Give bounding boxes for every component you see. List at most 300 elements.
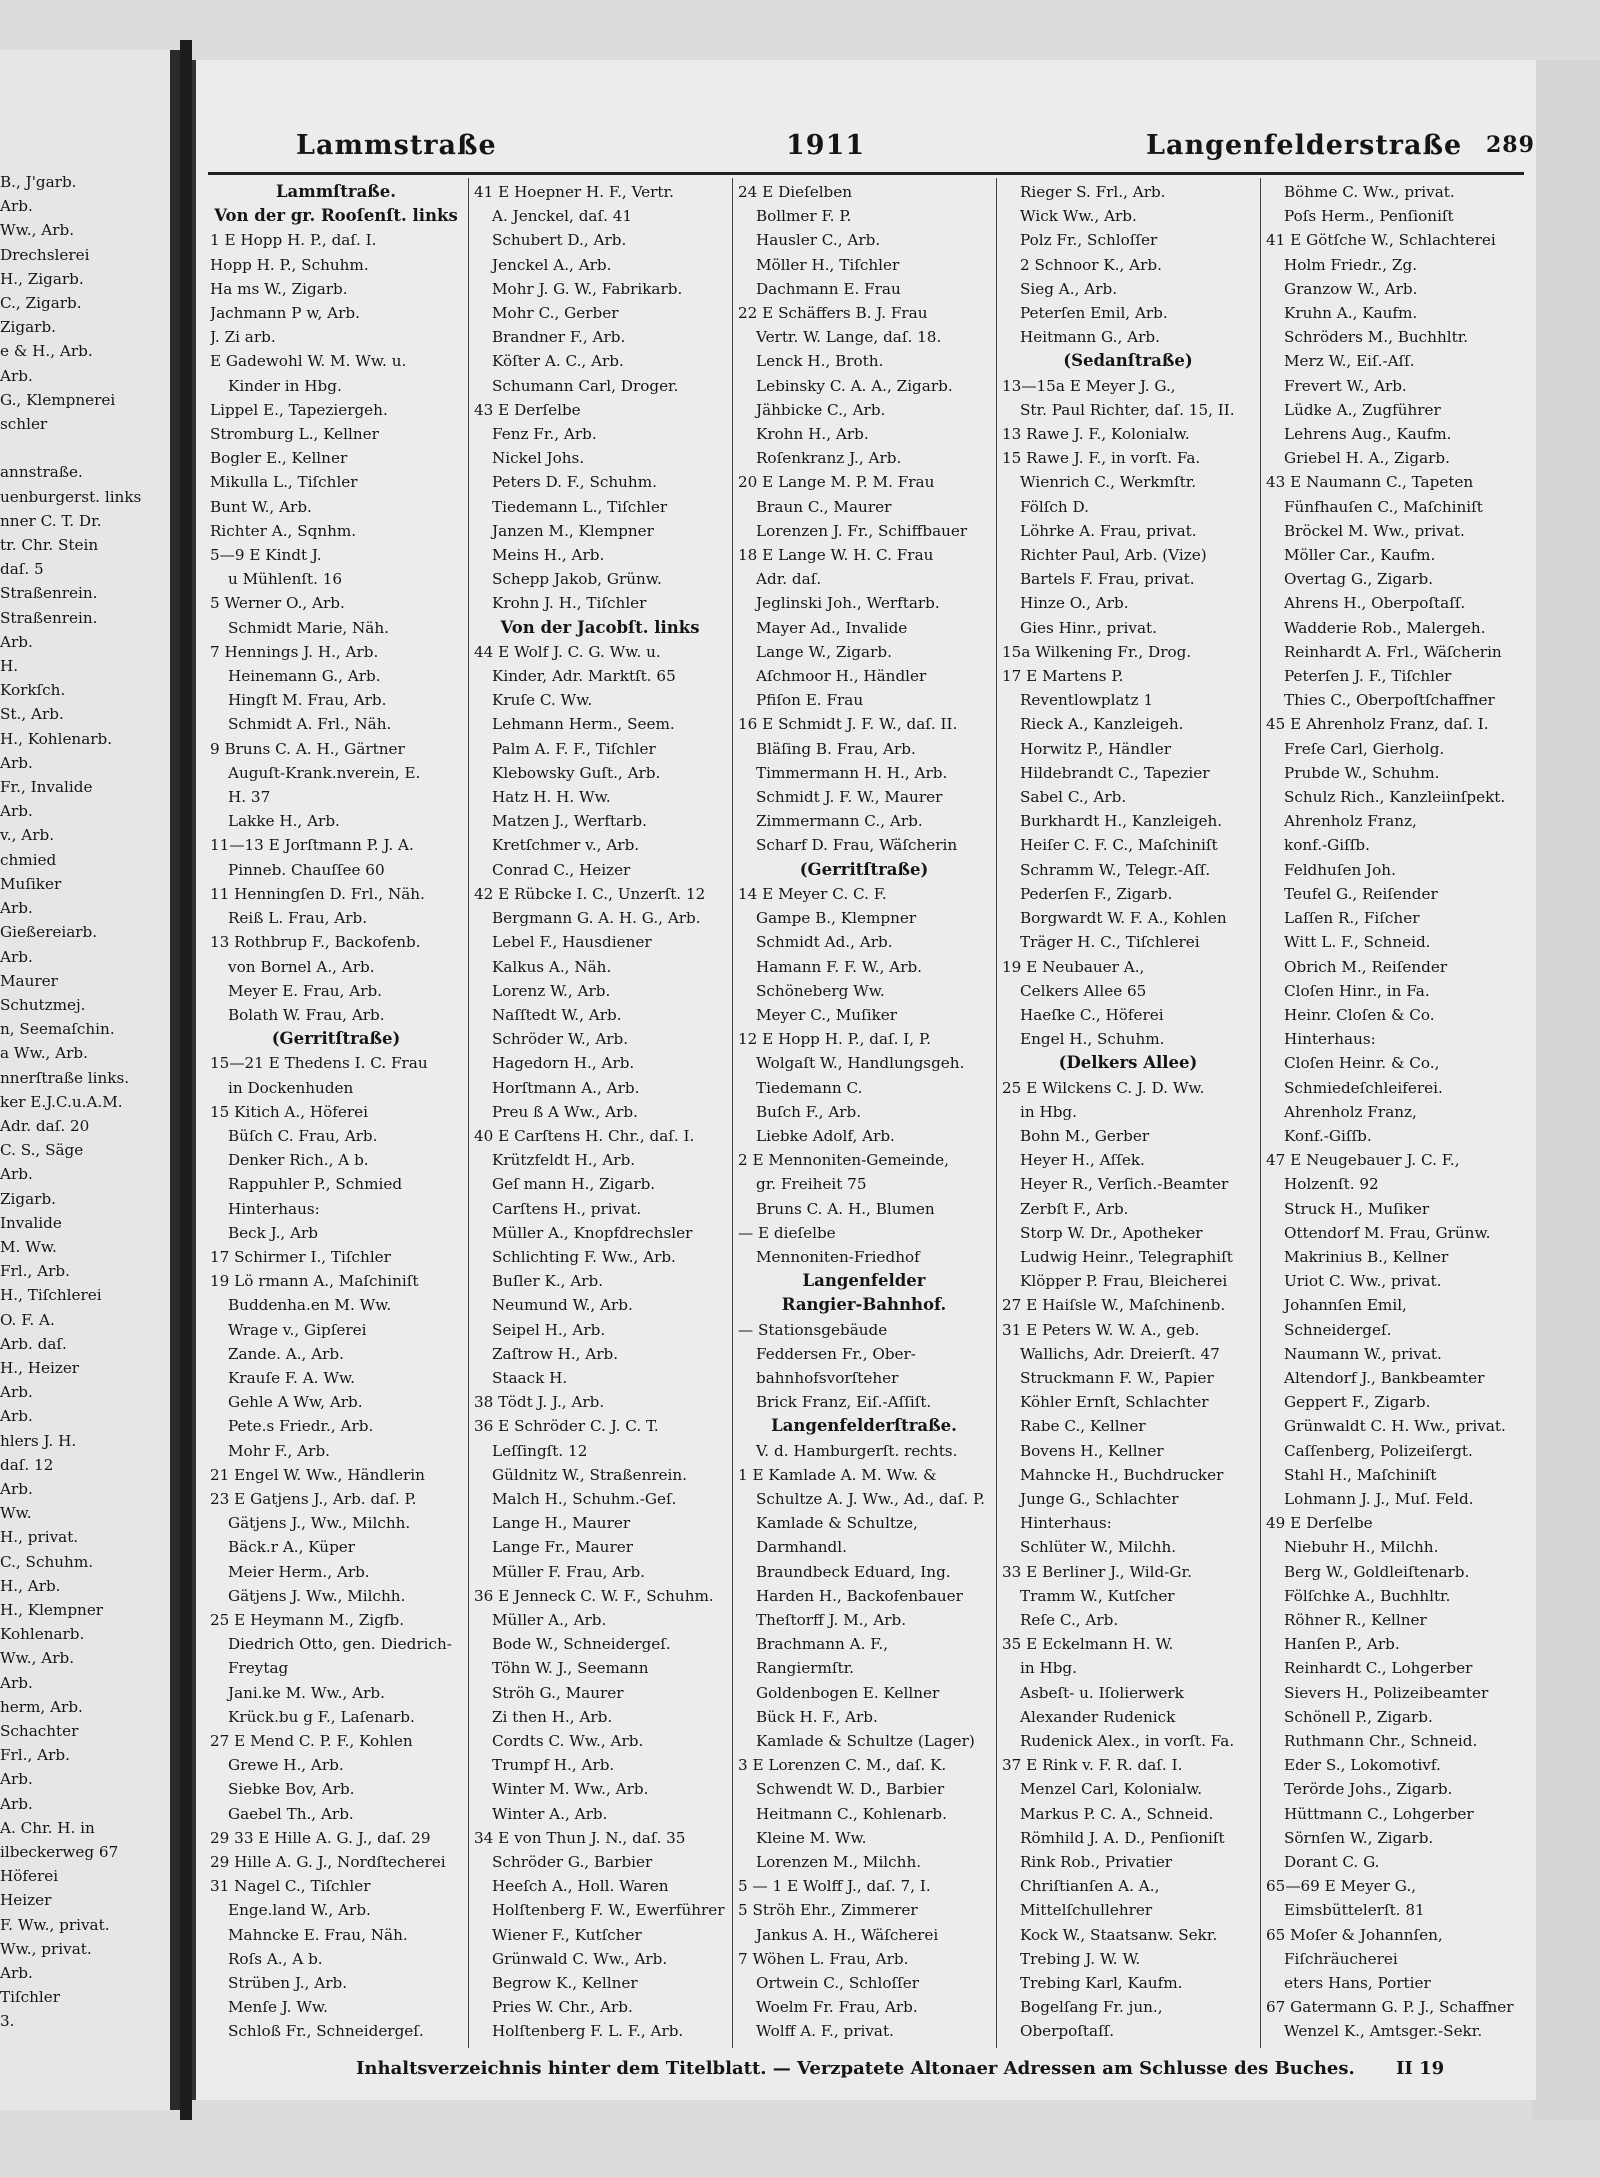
directory-entry: Feddersen Fr., Ober-	[756, 1344, 916, 1363]
directory-entry: Schmidt Ad., Arb.	[756, 933, 893, 952]
directory-entry: Hüttmann C., Lohgerber	[1284, 1804, 1474, 1823]
directory-entry: Mayer Ad., Invalide	[756, 618, 908, 637]
directory-entry: Obrich M., Reiſender	[1284, 957, 1448, 976]
directory-entry: 17 E Martens P.	[1002, 667, 1124, 686]
directory-entry: Adr. daſ. 20	[0, 1116, 90, 1135]
directory-entry: Kruſe C. Ww.	[492, 691, 593, 710]
directory-entry: Hagedorn H., Arb.	[492, 1054, 635, 1073]
directory-entry: 23 E Gatjens J., Arb. daſ. P.	[210, 1489, 417, 1508]
directory-entry: Gampe B., Klempner	[756, 909, 917, 928]
directory-entry: Schultze A. J. Ww., Ad., daſ. P.	[756, 1489, 985, 1508]
directory-entry: 3 E Lorenzen C. M., daſ. K.	[738, 1756, 947, 1775]
directory-entry: Arb.	[0, 1964, 33, 1983]
header-rule	[208, 172, 1524, 175]
directory-entry: Menzel Carl, Kolonialw.	[1020, 1780, 1203, 1799]
directory-entry: Schröder W., Arb.	[492, 1030, 629, 1049]
directory-entry: 12 E Hopp H. P., daſ. I, P.	[738, 1030, 931, 1049]
directory-entry: 7 Hennings J. H., Arb.	[210, 642, 379, 661]
directory-entry: 27 E Haiſsle W., Maſchinenb.	[1002, 1296, 1226, 1315]
section-heading: Lammſtraße.	[275, 182, 397, 201]
directory-entry: Conrad C., Heizer	[492, 860, 631, 879]
directory-entry: Holſtenberg F. W., Ewerführer	[492, 1901, 725, 1920]
directory-entry: Zerbſt F., Arb.	[1020, 1199, 1129, 1218]
directory-entry: Storp W. Dr., Apotheker	[1020, 1223, 1203, 1242]
directory-entry: 5 Werner O., Arb.	[210, 594, 345, 613]
directory-entry: Lange H., Maurer	[492, 1514, 631, 1533]
directory-entry: ker E.J.C.u.A.M.	[0, 1092, 123, 1111]
directory-entry: 13—15a E Meyer J. G.,	[1002, 376, 1176, 395]
directory-entry: Meyer E. Frau, Arb.	[228, 981, 383, 1000]
directory-entry: Goldenbogen E. Kellner	[756, 1683, 940, 1702]
directory-entry: Frl., Arb.	[0, 1262, 70, 1281]
directory-entry: O. F. A.	[0, 1310, 55, 1329]
directory-entry: a Ww., Arb.	[0, 1044, 88, 1063]
directory-entry: Kleine M. Ww.	[756, 1828, 867, 1847]
directory-entry: Krohn H., Arb.	[756, 425, 869, 444]
directory-entry: Gätjens J. Ww., Milchh.	[228, 1586, 406, 1605]
directory-entry: Richter Paul, Arb. (Vize)	[1020, 546, 1207, 565]
directory-entry: Cloſen Hinr., in Fa.	[1284, 981, 1430, 1000]
directory-entry: Köhler Ernſt, Schlachter	[1020, 1393, 1209, 1412]
directory-entry: daſ. 12	[0, 1455, 54, 1474]
directory-entry: Grünwald C. Ww., Arb.	[492, 1949, 668, 1968]
directory-entry: Asbeſt- u. Iſolierwerk	[1020, 1683, 1184, 1702]
directory-entry: Hausler C., Arb.	[756, 231, 881, 250]
directory-entry: Mohr F., Arb.	[228, 1441, 330, 1460]
directory-entry: H., Heizer	[0, 1358, 80, 1377]
directory-entry: Tiedemann C.	[756, 1078, 863, 1097]
directory-entry: Laſſen R., Fiſcher	[1284, 909, 1420, 928]
directory-entry: Altendorf J., Bankbeamter	[1284, 1368, 1485, 1387]
signature-mark: II 19	[1396, 2058, 1445, 2079]
directory-entry: Schramm W., Telegr.-Aſſ.	[1020, 860, 1211, 879]
directory-entry: Ahrenholz Franz,	[1284, 812, 1417, 831]
directory-entry: Kretſchmer v., Arb.	[492, 836, 640, 855]
page-edge	[1532, 60, 1600, 2120]
directory-entry: Lorenzen J. Fr., Schiffbauer	[756, 521, 968, 540]
directory-entry: Grewe H., Arb.	[228, 1756, 344, 1775]
directory-entry: Bovens H., Kellner	[1020, 1441, 1164, 1460]
directory-entry: Arb.	[0, 1673, 33, 1692]
header-left-street: Lammstraße	[296, 130, 497, 161]
directory-entry: Merz W., Eiſ.-Aſſ.	[1284, 352, 1415, 371]
column-1	[210, 180, 462, 2040]
directory-entry: Sabel C., Arb.	[1020, 788, 1127, 807]
directory-entry: H., Klempner	[0, 1600, 104, 1619]
directory-entry: Kalkus A., Näh.	[492, 957, 612, 976]
directory-entry: 15—21 E Thedens I. C. Frau	[210, 1054, 428, 1073]
directory-entry: Meins H., Arb.	[492, 546, 605, 565]
directory-entry: Mohr C., Gerber	[492, 304, 619, 323]
directory-entry: Zi then H., Arb.	[492, 1707, 613, 1726]
directory-entry: 2 Schnoor K., Arb.	[1020, 255, 1162, 274]
directory-entry: Löhrke A. Frau, privat.	[1020, 521, 1197, 540]
directory-entry: ilbeckerweg 67	[0, 1843, 119, 1862]
directory-entry: Timmermann H. H., Arb.	[756, 763, 948, 782]
directory-entry: Heinr. Cloſen & Co.	[1284, 1005, 1435, 1024]
directory-entry: Rieger S. Frl., Arb.	[1020, 183, 1166, 201]
directory-entry: 15 Kitich A., Höferei	[210, 1102, 368, 1121]
previous-page-column	[0, 170, 160, 2030]
directory-entry: Kinder, Adr. Marktſt. 65	[492, 667, 676, 686]
directory-entry: Schwendt W. D., Barbier	[756, 1780, 945, 1799]
directory-entry: Rappuhler P., Schmied	[228, 1175, 403, 1194]
directory-entry: 9 Bruns C. A. H., Gärtner	[210, 739, 405, 758]
directory-entry: nner C. T. Dr.	[0, 511, 102, 530]
directory-entry: Arb.	[0, 1770, 33, 1789]
directory-entry: 14 E Meyer C. C. F.	[738, 884, 887, 903]
directory-entry: Wienrich C., Werkmſtr.	[1020, 473, 1197, 492]
directory-entry: Stahl H., Maſchiniſt	[1284, 1465, 1437, 1484]
directory-entry: nnerſtraße links.	[0, 1068, 130, 1087]
directory-entry: Ww., privat.	[0, 1939, 92, 1958]
directory-entry: Winter M. Ww., Arb.	[492, 1780, 649, 1799]
directory-entry: Lebinsky C. A. A., Zigarb.	[756, 376, 953, 395]
directory-entry: Begrow K., Kellner	[492, 1974, 638, 1993]
directory-entry: Schröders M., Buchhltr.	[1284, 328, 1469, 347]
directory-entry: Adr. daſ.	[756, 570, 822, 589]
directory-entry: Borgwardt W. F. A., Kohlen	[1020, 909, 1227, 928]
directory-entry: eters Hans, Portier	[1284, 1974, 1431, 1993]
directory-entry: Fölſch D.	[1020, 497, 1089, 516]
column-5	[1266, 180, 1518, 2040]
directory-entry: 21 Engel W. Ww., Händlerin	[210, 1465, 425, 1484]
directory-entry: Braun C., Maurer	[756, 497, 892, 516]
directory-entry: Ww.	[0, 1504, 32, 1523]
directory-entry: Reſe C., Arb.	[1020, 1610, 1119, 1629]
directory-entry: Geſ mann H., Zigarb.	[492, 1175, 656, 1194]
directory-entry: n, Seemaſchin.	[0, 1020, 115, 1039]
directory-entry: Ortwein C., Schloſſer	[756, 1974, 920, 1993]
directory-entry: 19 Lö rmann A., Maſchiniſt	[210, 1272, 419, 1291]
directory-entry: Kamlade & Schultze,	[756, 1514, 918, 1533]
directory-entry: Fölſchke A., Buchhltr.	[1284, 1586, 1451, 1605]
directory-entry: Schubert D., Arb.	[492, 231, 627, 250]
directory-entry: 41 E Götſche W., Schlachterei	[1266, 231, 1496, 250]
directory-entry: Wenzel K., Amtsger.-Sekr.	[1284, 2022, 1483, 2040]
directory-entry: Buſch F., Arb.	[756, 1102, 862, 1121]
directory-entry: Arb.	[0, 632, 33, 651]
directory-entry: 31 Nagel C., Tiſchler	[210, 1877, 371, 1896]
directory-entry: Arb.	[0, 1479, 33, 1498]
directory-entry: B., J'garb.	[0, 173, 77, 191]
directory-entry: Roſenkranz J., Arb.	[756, 449, 902, 468]
directory-entry: Rabe C., Kellner	[1020, 1417, 1146, 1436]
directory-entry: Kamlade & Schultze (Lager)	[756, 1732, 975, 1750]
directory-entry: Brick Franz, Eiſ.-Aſſiſt.	[756, 1393, 932, 1412]
directory-entry: Niebuhr H., Milchh.	[1284, 1538, 1439, 1557]
directory-entry: Junge G., Schlachter	[1020, 1489, 1179, 1508]
column-divider	[1260, 178, 1261, 2048]
directory-entry: Träger H. C., Tiſchlerei	[1020, 933, 1200, 952]
directory-entry: Mikulla L., Tiſchler	[210, 473, 358, 492]
directory-entry: Jähbicke C., Arb.	[756, 400, 886, 419]
directory-entry: Meier Herm., Arb.	[228, 1562, 370, 1581]
directory-entry: Schloß Fr., Schneidergeſ.	[228, 2022, 424, 2040]
directory-entry: Zigarb.	[0, 318, 56, 337]
directory-entry: 7 Wöhen L. Frau, Arb.	[738, 1949, 909, 1968]
directory-entry: J. Zi arb.	[210, 328, 276, 347]
directory-entry: 65 Moſer & Johannſen,	[1266, 1925, 1443, 1944]
directory-entry: 35 E Eckelmann H. W.	[1002, 1635, 1174, 1654]
directory-entry: Mittelſchullehrer	[1020, 1901, 1153, 1920]
directory-entry: annstraße.	[0, 463, 83, 482]
directory-entry: Buſler K., Arb.	[492, 1272, 604, 1291]
directory-entry: Tramm W., Kutſcher	[1020, 1586, 1175, 1605]
directory-entry: Gießereiarb.	[0, 923, 98, 942]
directory-entry: Darmhandl.	[756, 1538, 847, 1557]
directory-entry: Struckmann F. W., Papier	[1020, 1368, 1214, 1387]
directory-entry: Roſs A., A b.	[228, 1949, 323, 1968]
directory-entry: Wiener F., Kutſcher	[492, 1925, 642, 1944]
directory-entry: Frevert W., Arb.	[1284, 376, 1407, 395]
directory-entry: Griebel H. A., Zigarb.	[1284, 449, 1450, 468]
directory-entry: 5 Ströh Ehr., Zimmerer	[738, 1901, 918, 1920]
directory-entry: Palm A. F. F., Tiſchler	[492, 739, 656, 758]
directory-entry: Schutzmej.	[0, 995, 86, 1014]
directory-entry: Bogelſang Fr. jun.,	[1020, 1998, 1163, 2017]
directory-entry: Krützfeldt H., Arb.	[492, 1151, 636, 1170]
directory-entry: Schmiedeſchleiferei.	[1284, 1078, 1443, 1097]
directory-entry: Kohlenarb.	[0, 1625, 85, 1644]
directory-entry: Terörde Johs., Zigarb.	[1284, 1780, 1453, 1799]
directory-entry: Bolath W. Frau, Arb.	[228, 1005, 385, 1024]
directory-page	[192, 60, 1536, 2100]
directory-entry: Arb.	[0, 366, 33, 385]
directory-entry: Polz Fr., Schloſſer	[1020, 231, 1158, 250]
directory-entry: 22 E Schäffers B. J. Frau	[738, 304, 928, 323]
directory-entry: Fiſchräucherei	[1284, 1949, 1398, 1968]
directory-entry: Braundbeck Eduard, Ing.	[756, 1562, 951, 1581]
directory-entry: Hinze O., Arb.	[1020, 594, 1129, 613]
directory-entry: Ludwig Heinr., Telegraphiſt	[1020, 1247, 1233, 1266]
directory-entry: Lenck H., Broth.	[756, 352, 884, 371]
directory-entry: Schneidergeſ.	[1284, 1320, 1392, 1339]
directory-entry: Schmidt Marie, Näh.	[228, 618, 389, 637]
directory-entry: Engel H., Schuhm.	[1020, 1030, 1165, 1049]
directory-entry: Liebke Adolf, Arb.	[756, 1126, 895, 1145]
directory-entry: Krohn J. H., Tiſchler	[492, 594, 647, 613]
book-gutter	[180, 40, 192, 2120]
section-heading: Von der gr. Rooſenſt. links	[214, 206, 458, 226]
directory-entry: Ww., Arb.	[0, 1649, 75, 1668]
directory-entry: Trebing Karl, Kaufm.	[1020, 1974, 1183, 1993]
column-divider	[732, 178, 733, 2048]
directory-entry: u Mühlenſt. 16	[228, 570, 343, 589]
directory-entry: Denker Rich., A b.	[228, 1151, 369, 1170]
directory-entry: Enge.land W., Arb.	[228, 1901, 371, 1920]
directory-entry: Möller Car., Kaufm.	[1284, 546, 1436, 565]
directory-entry: Lehmann Herm., Seem.	[492, 715, 675, 734]
directory-entry: 36 E Jenneck C. W. F., Schuhm.	[474, 1586, 714, 1605]
directory-entry: 15 Rawe J. F., in vorſt. Fa.	[1002, 449, 1201, 468]
directory-entry: Heitmann C., Kohlenarb.	[756, 1804, 947, 1823]
directory-entry: schler	[0, 415, 48, 434]
directory-entry: Lorenz W., Arb.	[492, 981, 611, 1000]
directory-entry: Eimsbüttelerſt. 81	[1284, 1901, 1425, 1920]
directory-entry: Granzow W., Arb.	[1284, 279, 1418, 298]
directory-entry: M. Ww.	[0, 1237, 57, 1256]
directory-entry: Bartels F. Frau, privat.	[1020, 570, 1195, 589]
directory-entry: Staack H.	[492, 1368, 568, 1387]
directory-entry: Grünwaldt C. H. Ww., privat.	[1284, 1417, 1506, 1436]
section-heading: (Gerritſtraße)	[271, 1029, 401, 1049]
directory-entry: Heyer R., Verſich.-Beamter	[1020, 1175, 1229, 1194]
directory-entry: Schepp Jakob, Grünw.	[492, 570, 662, 589]
directory-entry: Naumann W., privat.	[1284, 1344, 1442, 1363]
directory-entry: Röhner R., Kellner	[1284, 1610, 1427, 1629]
directory-entry: Schlüter W., Milchh.	[1020, 1538, 1177, 1557]
directory-entry: A. Jenckel, daſ. 41	[492, 207, 633, 226]
directory-entry: Hanſen P., Arb.	[1284, 1635, 1400, 1654]
directory-entry: Pfiſon E. Frau	[756, 691, 864, 710]
section-heading: Von der Jacobſt. links	[500, 617, 700, 637]
directory-entry: Lakke H., Arb.	[228, 812, 340, 831]
directory-entry: Heyer H., Aſſek.	[1020, 1151, 1145, 1170]
directory-entry: 16 E Schmidt J. F. W., daſ. II.	[738, 715, 958, 734]
directory-entry: Siebke Bov, Arb.	[228, 1780, 355, 1799]
directory-entry: Matzen J., Werftarb.	[492, 812, 647, 831]
column-4	[1002, 180, 1254, 2040]
directory-entry: Vertr. W. Lange, daſ. 18.	[756, 328, 942, 347]
directory-entry: Schröder G., Barbier	[492, 1853, 653, 1872]
directory-entry: Ahrenholz Franz,	[1284, 1102, 1417, 1121]
directory-entry: Fünfhauſen C., Maſchiniſt	[1284, 497, 1483, 516]
directory-entry: Aſchmoor H., Händler	[756, 667, 927, 686]
directory-entry: Schlichting F. Ww., Arb.	[492, 1247, 676, 1266]
directory-entry: Rink Rob., Privatier	[1020, 1853, 1173, 1872]
directory-entry: H., Zigarb.	[0, 269, 84, 288]
directory-entry: G., Klempnerei	[0, 390, 116, 409]
directory-entry: Diedrich Otto, gen. Diedrich-	[228, 1635, 452, 1654]
column-2	[474, 180, 726, 2040]
directory-entry: St., Arb.	[0, 705, 64, 724]
page-header	[196, 130, 1536, 170]
directory-entry: Bode W., Schneidergeſ.	[492, 1635, 671, 1654]
directory-entry: Str. Paul Richter, daſ. 15, II.	[1020, 400, 1235, 419]
directory-entry: Straßenrein.	[0, 608, 98, 627]
directory-entry: Arb.	[0, 947, 33, 966]
directory-entry: 47 E Neugebauer J. C. F.,	[1266, 1151, 1460, 1170]
directory-entry: Horwitz P., Händler	[1020, 739, 1171, 758]
directory-entry: Zigarb.	[0, 1189, 56, 1208]
section-heading: (Sedanſtraße)	[1063, 351, 1193, 371]
directory-entry: Lehrens Aug., Kaufm.	[1284, 425, 1452, 444]
directory-entry: Schmidt A. Frl., Näh.	[228, 715, 392, 734]
directory-entry: Horſtmann A., Arb.	[492, 1078, 640, 1097]
directory-entry: Hinterhaus:	[228, 1199, 320, 1218]
directory-entry: 24 E Dieſelben	[738, 183, 853, 201]
directory-entry: Jani.ke M. Ww., Arb.	[228, 1683, 385, 1702]
directory-entry: Freytag	[228, 1659, 289, 1678]
directory-entry: C., Zigarb.	[0, 294, 82, 313]
column-3	[738, 180, 990, 2040]
directory-entry: 18 E Lange W. H. C. Frau	[738, 546, 934, 565]
directory-entry: Ruthmann Chr., Schneid.	[1284, 1732, 1478, 1750]
directory-entry: Neumund W., Arb.	[492, 1296, 633, 1315]
directory-entry: 11 Henningſen D. Frl., Näh.	[210, 884, 425, 903]
directory-entry: Schmidt J. F. W., Maurer	[756, 788, 943, 807]
directory-entry: Arb.	[0, 753, 33, 772]
directory-entry: Arb.	[0, 197, 33, 216]
directory-entry: 43 E Derſelbe	[474, 400, 581, 419]
directory-entry: Tiedemann L., Tiſchler	[492, 497, 668, 516]
directory-entry: Gies Hinr., privat.	[1020, 618, 1157, 637]
directory-entry: 19 E Neubauer A.,	[1002, 957, 1145, 976]
directory-entry: A. Chr. H. in	[0, 1818, 95, 1837]
directory-entry: Prubde W., Schuhm.	[1284, 763, 1440, 782]
directory-entry: Frl., Arb.	[0, 1746, 70, 1765]
directory-entry: Hingſt M. Frau, Arb.	[228, 691, 387, 710]
directory-entry: Konf.-Giſſb.	[1284, 1126, 1372, 1145]
directory-entry: Holſtenberg F. L. F., Arb.	[492, 2022, 684, 2040]
directory-entry: Markus P. C. A., Schneid.	[1020, 1804, 1214, 1823]
directory-entry: Arb. daſ.	[0, 1334, 67, 1353]
directory-entry: Auguſt-Krank.nverein, E.	[228, 763, 421, 782]
directory-entry: Cloſen Heinr. & Co.,	[1284, 1054, 1440, 1073]
directory-entry: Menſe J. Ww.	[228, 1998, 328, 2017]
directory-entry: chmied	[0, 850, 57, 869]
directory-entry: Güldnitz W., Straßenrein.	[492, 1465, 687, 1484]
directory-entry: 17 Schirmer I., Tiſchler	[210, 1247, 391, 1266]
directory-entry: C., Schuhm.	[0, 1552, 94, 1571]
directory-entry: Wadderie Rob., Malergeh.	[1284, 618, 1486, 637]
directory-entry: Lebel F., Hausdiener	[492, 933, 652, 952]
directory-entry: 13 Rawe J. F., Kolonialw.	[1002, 425, 1190, 444]
directory-entry: Zimmermann C., Arb.	[756, 812, 923, 831]
header-year: 1911	[786, 130, 866, 161]
directory-entry: Straßenrein.	[0, 584, 98, 603]
directory-entry: Teufel G., Reiſender	[1284, 884, 1438, 903]
directory-entry: Hinterhaus:	[1284, 1030, 1376, 1049]
directory-entry: Holm Friedr., Zg.	[1284, 255, 1418, 274]
directory-entry: Arb.	[0, 1407, 33, 1426]
directory-entry: Trumpf H., Arb.	[492, 1756, 615, 1775]
directory-entry: Strüben J., Arb.	[228, 1974, 348, 1993]
directory-entry: Heizer	[0, 1891, 52, 1910]
directory-entry: Gehle A Ww, Arb.	[228, 1393, 363, 1412]
directory-entry: Bunt W., Arb.	[210, 497, 312, 516]
directory-entry: Feldhuſen Joh.	[1284, 860, 1396, 879]
directory-entry: Heeſch A., Holl. Waren	[492, 1877, 669, 1896]
directory-entry: Heiſer C. F. C., Maſchiniſt	[1020, 836, 1218, 855]
directory-entry: Peterſen J. F., Tiſchler	[1284, 667, 1452, 686]
directory-entry: Muſiker	[0, 874, 62, 893]
directory-entry: Zaſtrow H., Arb.	[492, 1344, 619, 1363]
directory-entry: Bäck.r A., Küper	[228, 1538, 356, 1557]
directory-entry: gr. Freiheit 75	[756, 1175, 867, 1194]
directory-entry: Trebing J. W. W.	[1020, 1949, 1141, 1968]
directory-entry: Tiſchler	[0, 1988, 61, 2007]
directory-entry: Berg W., Goldleiſtenarb.	[1284, 1562, 1470, 1581]
directory-entry: Töhn W. J., Seemann	[492, 1659, 649, 1678]
directory-entry: 49 E Derſelbe	[1266, 1514, 1373, 1533]
directory-entry: V. d. Hamburgerſt. rechts.	[756, 1441, 958, 1460]
directory-entry: Gaebel Th., Arb.	[228, 1804, 354, 1823]
directory-entry: — E dieſelbe	[738, 1223, 836, 1242]
directory-entry: Reventlowplatz 1	[1020, 691, 1154, 710]
directory-entry: Overtag G., Zigarb.	[1284, 570, 1434, 589]
directory-entry: Arb.	[0, 1165, 33, 1184]
footer-text: Inhaltsverzeichnis hinter dem Titelblatt. — Verzpatete Altonaer Adressen am Schlusse des Buches.	[356, 2058, 1355, 2079]
directory-entry: Hopp H. P., Schuhm.	[210, 255, 369, 274]
directory-entry: 27 E Mend C. P. F., Kohlen	[210, 1732, 413, 1750]
directory-entry: Burkhardt H., Kanzleigeh.	[1020, 812, 1223, 831]
directory-entry: Harden H., Backofenbauer	[756, 1586, 963, 1605]
section-heading: Langenfelderſtraße.	[771, 1416, 957, 1436]
directory-entry: Leſſingſt. 12	[492, 1441, 588, 1460]
directory-entry: Mohr J. G. W., Fabrikarb.	[492, 279, 683, 298]
